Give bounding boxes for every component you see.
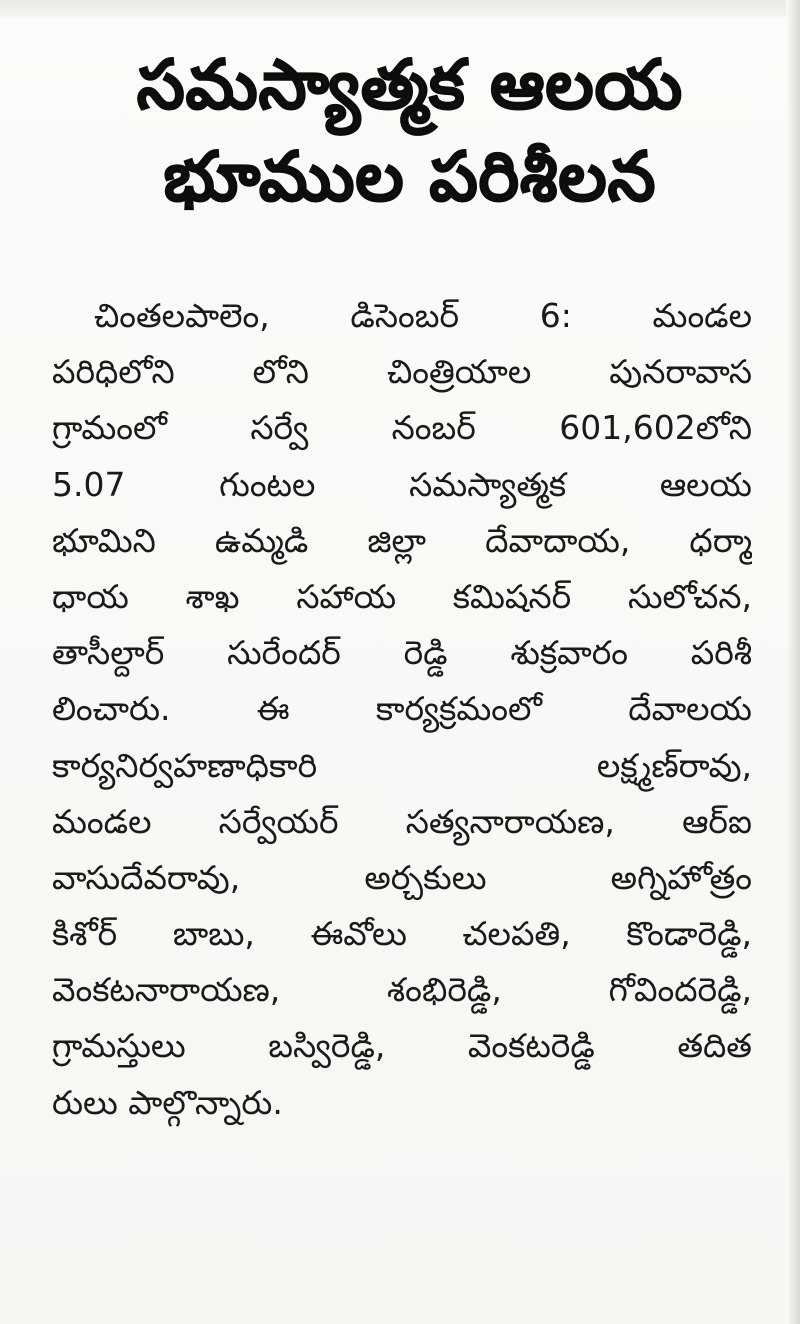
body-line-8: లించారు. ఈ కార్యక్రమంలో దేవాలయ: [52, 689, 752, 729]
headline-line-2: భూముల పరిశీలన: [163, 138, 657, 217]
body-line-1: చింతలపాలెం, డిసెంబర్ 6: మండల: [94, 296, 752, 335]
body-line-6: ధాయ శాఖ సహాయ కమిషనర్ సులోచన,: [52, 576, 752, 616]
body-line-5: భూమిని ఉమ్మడి జిల్లా దేవాదాయ, ధర్మా: [52, 520, 752, 560]
body-line-13: వెంకటనారాయణ, శంభిరెడ్డి, గోవిందరెడ్డి,: [52, 970, 752, 1010]
body-line-10: మండల సర్వేయర్ సత్యనారాయణ, ఆర్ఐ: [52, 801, 752, 841]
body-line-2: పరిధిలోని లోని చింత్రియాల పునరావాస: [52, 352, 752, 392]
body-line-14: గ్రామస్తులు బస్విరెడ్డి, వెంకటరెడ్డి తదిత: [52, 1026, 752, 1066]
body-line-3: గ్రామంలో సర్వే నంబర్ 601,602లోని: [52, 408, 752, 448]
right-edge-shadow: [786, 0, 800, 1324]
body-line-12: కిశోర్ బాబు, ఈవోలు చలపతి, కొండారెడ్డి,: [52, 914, 752, 954]
body-line-7: తాసీల్దార్ సురేందర్ రెడ్డి శుక్రవారం పరిశీ: [52, 633, 752, 673]
body-line-9: కార్యనిర్వహణాధికారి లక్ష్మణ్‌రావు,: [52, 745, 752, 785]
article-body: [52, 288, 752, 1131]
headline-line-1: సమస్యాత్మక ఆలయ: [136, 46, 684, 125]
body-line-11: వాసుదేవరావు, అర్చకులు అగ్నిహోత్రం: [52, 857, 752, 897]
body-line-15: రులు పాల్గొన్నారు.: [52, 1082, 283, 1122]
body-line-4: 5.07 గుంటల సమస్యాత్మక ఆలయ: [52, 464, 752, 504]
headline: [70, 40, 750, 224]
top-edge-shadow: [0, 0, 800, 18]
